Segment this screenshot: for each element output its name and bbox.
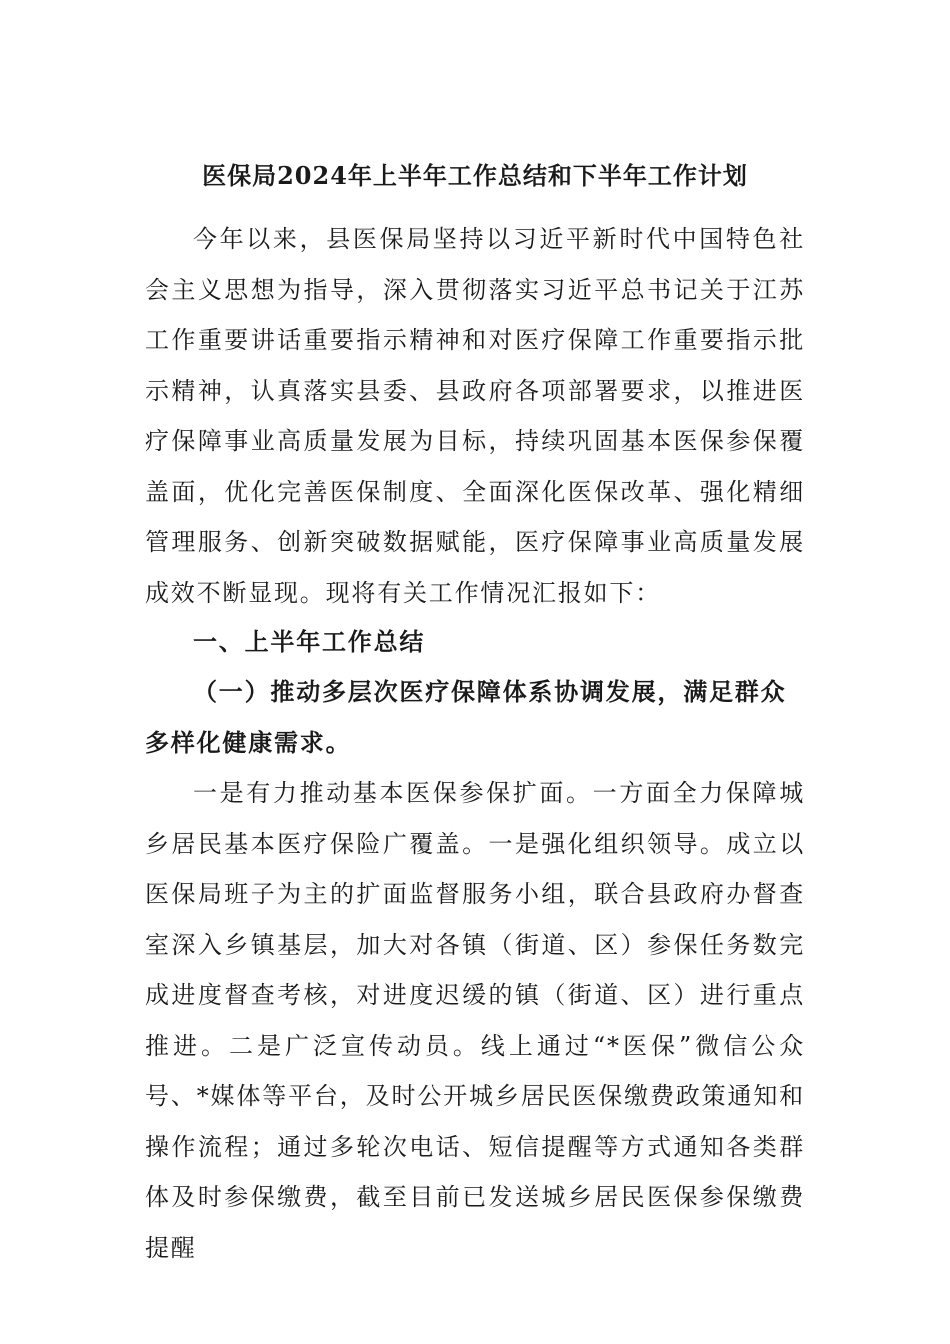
document-title: 医保局2024年上半年工作总结和下半年工作计划 bbox=[202, 161, 748, 190]
section-heading-1: 一、上半年工作总结 bbox=[193, 627, 426, 656]
intro-paragraph: 今年以来，县医保局坚持以习近平新时代中国特色社会主义思想为指导，深入贯彻落实习近平总书记关于江苏工作重要讲话重要指示精神和对医疗保障工作重要指示批示精神，认真落实县委、县政府各项部署要求，以推进医疗保障事业高质量发展为目标，持续巩固基本医保参保覆盖面，优化完善医保制度、全面深化医保改革、强化精细管理服务、创新突破数据赋能，医疗保障事业高质量发展成效不断显现。现将有关工作情况汇报如下： bbox=[145, 225, 805, 607]
subsection-heading-1: （一）推动多层次医疗保障体系协调发展，满足群众多样化健康需求。 bbox=[145, 677, 787, 757]
item-1-paragraph: 一是有力推动基本医保参保扩面。一方面全力保障城乡居民基本医疗保险广覆盖。一是强化组织领导。成立以医保局班子为主的扩面监督服务小组，联合县政府办督查室深入乡镇基层，加大对各镇（街道、区）参保任务数完成进度督查考核，对进度迟缓的镇（街道、区）进行重点推进。二是广泛宣传动员。线上通过“*医保”微信公众号、*媒体等平台，及时公开城乡居民医保缴费政策通知和操作流程；通过多轮次电话、短信提醒等方式通知各类群体及时参保缴费，截至目前已发送城乡居民医保参保缴费提醒 bbox=[145, 779, 805, 1262]
